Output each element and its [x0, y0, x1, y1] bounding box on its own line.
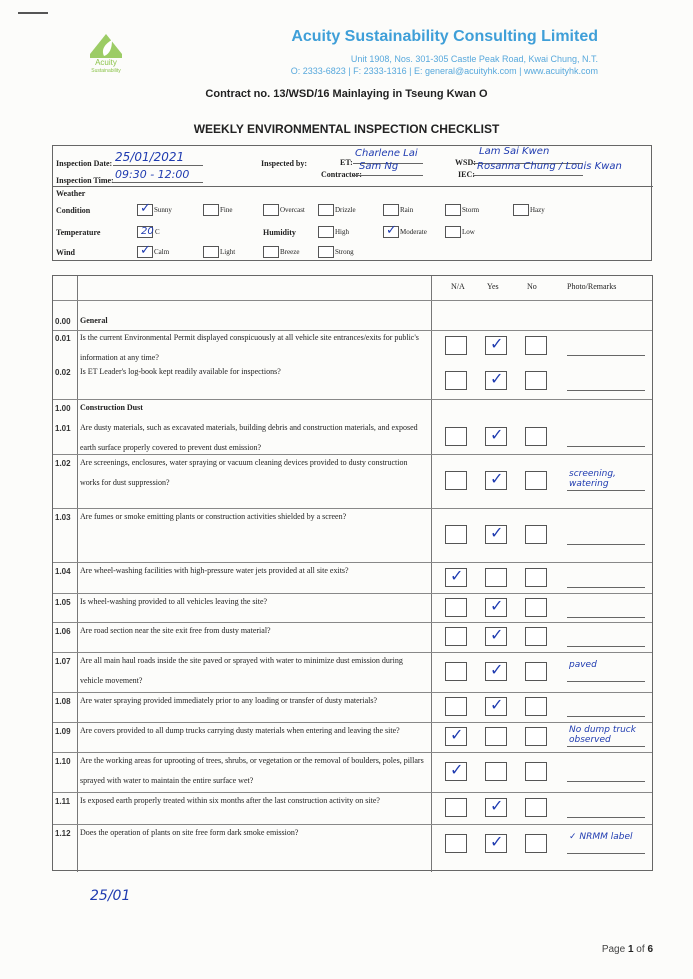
remark-line [567, 646, 645, 647]
answer-no-checkbox[interactable] [525, 834, 547, 853]
row-number: 1.02 [55, 459, 71, 468]
answer-no-checkbox[interactable] [525, 662, 547, 681]
checklist-question [80, 362, 425, 382]
date-value[interactable]: 25/01/2021 [115, 150, 185, 164]
answer-na-checkbox[interactable] [445, 427, 467, 446]
answer-tick-icon: ✓ [450, 565, 464, 585]
answer-tick-icon: ✓ [490, 625, 504, 644]
condition-drizzle-label: Drizzle [335, 206, 356, 214]
checklist-question [80, 418, 425, 458]
answer-yes-checkbox[interactable] [485, 798, 507, 817]
answer-no-checkbox[interactable] [525, 568, 547, 587]
checklist-question [80, 823, 425, 843]
checklist-question [80, 561, 425, 581]
inspection-info-box [52, 145, 652, 261]
et-value[interactable]: Charlene Lai [355, 148, 418, 159]
page-prefix: Page [601, 944, 628, 955]
page-initial: 25/01 [90, 888, 131, 904]
answer-yes-checkbox[interactable] [485, 834, 507, 853]
wind-strong-checkbox[interactable] [318, 246, 334, 258]
question-text: Are the working areas for uprooting of trees, shrubs, or vegetation or the removal of boulders, poles, pillars sprayed with water to maintain the entire surface wet? [80, 756, 424, 785]
answer-yes-checkbox[interactable] [485, 336, 507, 355]
answer-yes-checkbox[interactable] [485, 371, 507, 390]
answer-tick-icon: ✓ [490, 695, 504, 714]
wind-breeze-checkbox[interactable] [263, 246, 279, 258]
page-current: 1 [627, 944, 634, 955]
condition-hazy-label: Hazy [530, 206, 545, 214]
condition-fine-label: Fine [220, 206, 233, 214]
remark-line [567, 853, 645, 854]
answer-yes-checkbox[interactable] [485, 662, 507, 681]
iec-value[interactable]: Rosanna Chung / Louis Kwan [477, 161, 622, 172]
question-text: Are all main haul roads inside the site paved or sprayed with water to minimize dust emission during vehicle movement? [80, 656, 403, 685]
wind-strong-label: Strong [335, 248, 354, 256]
company-name: Acuity Sustainability Consulting Limited [291, 28, 598, 45]
question-text: Are dusty materials, such as excavated materials, building debris and construction materials, and exposed earth surface properly covered to prevent dust emission? [80, 423, 418, 452]
answer-no-checkbox[interactable] [525, 525, 547, 544]
answer-tick-icon: ✓ [490, 424, 504, 444]
question-text: Does the operation of plants on site free form dark smoke emission? [80, 828, 299, 837]
temperature-label: Temperature [56, 228, 101, 237]
checklist-question [80, 751, 425, 791]
remark-line [567, 446, 645, 447]
answer-no-checkbox[interactable] [525, 471, 547, 490]
company-contact: O: 2333-6823 | F: 2333-1316 | E: general@acuityhk.com | www.acuityhk.com [290, 66, 598, 76]
row-number: 1.10 [55, 757, 71, 766]
row-number: 1.04 [55, 567, 71, 576]
wind-breeze-label: Breeze [280, 248, 300, 256]
header-divider [53, 300, 652, 301]
remark-line [567, 716, 645, 717]
humidity-label: Humidity [263, 228, 296, 237]
checklist-question [80, 621, 425, 641]
moderate-tick-icon: ✓ [386, 223, 397, 238]
answer-na-checkbox[interactable] [445, 697, 467, 716]
answer-yes-checkbox[interactable] [485, 424, 507, 446]
col-no-header: No [527, 282, 537, 291]
answer-no-checkbox[interactable] [525, 336, 547, 355]
remark-line [567, 587, 645, 588]
temperature-box[interactable] [137, 226, 153, 238]
row-number: 1.11 [55, 797, 71, 806]
remark-line [567, 617, 645, 618]
scan-mark [18, 12, 48, 14]
question-text: Are covers provided to all dump trucks carrying dusty materials when entering and leaving the site? [80, 726, 400, 735]
question-text: Are road section near the site exit free from dusty material? [80, 626, 271, 635]
weather-label: Weather [56, 189, 86, 198]
checklist-question [80, 592, 425, 612]
remark-line [567, 390, 645, 391]
row-number: 1.00 [55, 404, 71, 413]
answer-yes-checkbox[interactable] [485, 627, 507, 646]
row-number: 1.03 [55, 513, 71, 522]
answer-na-checkbox[interactable] [445, 371, 467, 390]
wsd-value[interactable]: Lam Sai Kwen [479, 146, 550, 157]
answer-tick-icon: ✓ [450, 760, 464, 779]
condition-rain-checkbox[interactable] [383, 204, 399, 216]
condition-overcast-checkbox[interactable] [263, 204, 279, 216]
document-title: WEEKLY ENVIRONMENTAL INSPECTION CHECKLIST [193, 122, 500, 136]
checklist-question [80, 691, 425, 711]
answer-no-checkbox[interactable] [525, 627, 547, 646]
checklist-table [52, 275, 653, 871]
remark-text[interactable]: screening, watering [569, 469, 616, 489]
answer-no-checkbox[interactable] [525, 427, 547, 446]
checklist-question [80, 507, 425, 527]
answer-no-checkbox[interactable] [525, 598, 547, 617]
answer-tick-icon: ✓ [490, 334, 504, 353]
answer-tick-icon: ✓ [490, 595, 504, 615]
answer-na-checkbox[interactable] [445, 598, 467, 617]
humidity-moderate-checkbox[interactable] [383, 223, 399, 238]
contractor-value[interactable]: Sam Ng [359, 161, 399, 172]
answer-no-checkbox[interactable] [525, 762, 547, 781]
answer-yes-checkbox[interactable] [485, 595, 507, 617]
answer-na-checkbox[interactable] [445, 798, 467, 817]
condition-sunny-checkbox[interactable] [137, 201, 153, 216]
condition-drizzle-checkbox[interactable] [318, 204, 334, 216]
condition-storm-label: Storm [462, 206, 480, 214]
answer-no-checkbox[interactable] [525, 371, 547, 390]
humidity-high-label: High [335, 228, 349, 236]
answer-yes-checkbox[interactable] [485, 697, 507, 716]
answer-no-checkbox[interactable] [525, 798, 547, 817]
remark-line [567, 490, 645, 491]
remark-line [567, 746, 645, 747]
answer-tick-icon: ✓ [490, 469, 504, 488]
date-label: Inspection Date: [56, 159, 113, 168]
et-label: ET: [340, 158, 353, 167]
condition-overcast-label: Overcast [280, 206, 305, 214]
answer-na-checkbox[interactable] [445, 627, 467, 646]
wsd-label: WSD: [455, 158, 476, 167]
page-of: of [633, 944, 648, 955]
remark-line [567, 355, 645, 356]
answer-yes-checkbox[interactable] [485, 525, 507, 544]
wind-light-checkbox[interactable] [203, 246, 219, 258]
checklist-question [80, 453, 425, 493]
condition-sunny-label: Sunny [154, 206, 172, 214]
remark-text[interactable]: ✓ NRMM label [569, 832, 633, 842]
row-number: 1.08 [55, 697, 71, 706]
time-value[interactable]: 09:30 - 12:00 [115, 168, 190, 181]
remark-line [567, 681, 645, 682]
logo-name: Acuity [95, 58, 117, 67]
answer-tick-icon: ✓ [490, 796, 504, 815]
checklist-question [80, 791, 425, 811]
question-text: Is the current Environmental Permit displayed conspicuously at all vehicle site entrances/exits for public's information at any time? [80, 333, 419, 362]
question-text: Are screenings, enclosures, water spraying or vacuum cleaning devices provided to dusty construction works for dust suppression? [80, 458, 408, 487]
wind-light-label: Light [220, 248, 236, 256]
row-number: 1.05 [55, 598, 71, 607]
question-text: Is wheel-washing provided to all vehicles leaving the site? [80, 597, 268, 606]
answer-no-checkbox[interactable] [525, 697, 547, 716]
condition-fine-checkbox[interactable] [203, 204, 219, 216]
row-number: 0.01 [55, 334, 71, 343]
answer-na-checkbox[interactable] [445, 565, 467, 587]
remark-text[interactable]: No dump truck observed [569, 725, 636, 745]
answer-yes-checkbox[interactable] [485, 762, 507, 781]
row-number: 1.06 [55, 627, 71, 636]
company-address: Unit 1908, Nos. 301-305 Castle Peak Road, Kwai Chung, N.T. [350, 54, 598, 64]
inspected-by-label: Inspected by: [261, 159, 308, 168]
checklist-question [80, 651, 425, 691]
answer-na-checkbox[interactable] [445, 762, 467, 781]
answer-tick-icon: ✓ [490, 369, 504, 388]
calm-tick-icon: ✓ [140, 243, 151, 258]
humidity-moderate-label: Moderate [400, 228, 427, 236]
condition-hazy-checkbox[interactable] [513, 204, 529, 216]
answer-na-checkbox[interactable] [445, 336, 467, 355]
question-text: General [80, 316, 108, 325]
question-text: Is ET Leader's log-book kept readily available for inspections? [80, 367, 281, 376]
row-number: 0.00 [55, 317, 71, 326]
checklist-question [80, 721, 425, 741]
col-yes-header: Yes [487, 282, 499, 291]
row-number: 1.12 [55, 829, 71, 838]
answer-na-checkbox[interactable] [445, 525, 467, 544]
answer-tick-icon: ✓ [490, 523, 504, 542]
temperature-value: 20 [141, 226, 154, 237]
row-number: 0.02 [55, 368, 71, 377]
wind-calm-label: Calm [154, 248, 170, 256]
row-number: 1.01 [55, 424, 71, 433]
answer-tick-icon: ✓ [450, 725, 464, 744]
remark-line [567, 817, 645, 818]
temperature-unit: C [155, 228, 160, 236]
question-text: Construction Dust [80, 403, 143, 412]
answer-yes-checkbox[interactable] [485, 568, 507, 587]
condition-storm-checkbox[interactable] [445, 204, 461, 216]
col-remarks-header: Photo/Remarks [567, 282, 617, 291]
row-number: 1.09 [55, 727, 71, 736]
answer-yes-checkbox[interactable] [485, 471, 507, 490]
answer-yes-checkbox[interactable] [485, 727, 507, 746]
answer-na-checkbox[interactable] [445, 834, 467, 853]
condition-label: Condition [56, 206, 91, 215]
section-heading [80, 398, 425, 418]
question-text: Are wheel-washing facilities with high-pressure water jets provided at all site exits? [80, 566, 349, 575]
question-text: Are fumes or smoke emitting plants or construction activities shielded by a screen? [80, 512, 347, 521]
question-text: Are water spraying provided immediately prior to any loading or transfer of dusty materials? [80, 696, 378, 705]
wind-label: Wind [56, 248, 75, 257]
answer-tick-icon: ✓ [490, 832, 504, 851]
row-number: 1.07 [55, 657, 71, 666]
page-number [602, 944, 653, 955]
col-na-header: N/A [451, 282, 465, 291]
iec-label: IEC: [458, 170, 475, 179]
answer-na-checkbox[interactable] [445, 471, 467, 490]
remark-line [567, 781, 645, 782]
humidity-low-checkbox[interactable] [445, 226, 461, 238]
contract-title: Contract no. 13/WSD/16 Mainlaying in Tseung Kwan O [205, 88, 488, 100]
humidity-high-checkbox[interactable] [318, 226, 334, 238]
answer-tick-icon: ✓ [490, 660, 504, 679]
sunny-tick-icon: ✓ [140, 201, 151, 216]
answer-na-checkbox[interactable] [445, 662, 467, 681]
answer-na-checkbox[interactable] [445, 727, 467, 746]
remark-line [567, 544, 645, 545]
logo-subtitle: Sustainability [91, 68, 121, 74]
condition-rain-label: Rain [400, 206, 414, 214]
time-label: Inspection Time: [56, 176, 114, 185]
answer-no-checkbox[interactable] [525, 727, 547, 746]
remark-text[interactable]: paved [569, 660, 597, 670]
wind-calm-checkbox[interactable] [137, 243, 153, 258]
page-total: 6 [647, 944, 653, 955]
humidity-low-label: Low [462, 228, 475, 236]
question-text: Is exposed earth properly treated within six months after the last construction activity on site? [80, 796, 380, 805]
contractor-label: Contractor: [321, 170, 362, 179]
